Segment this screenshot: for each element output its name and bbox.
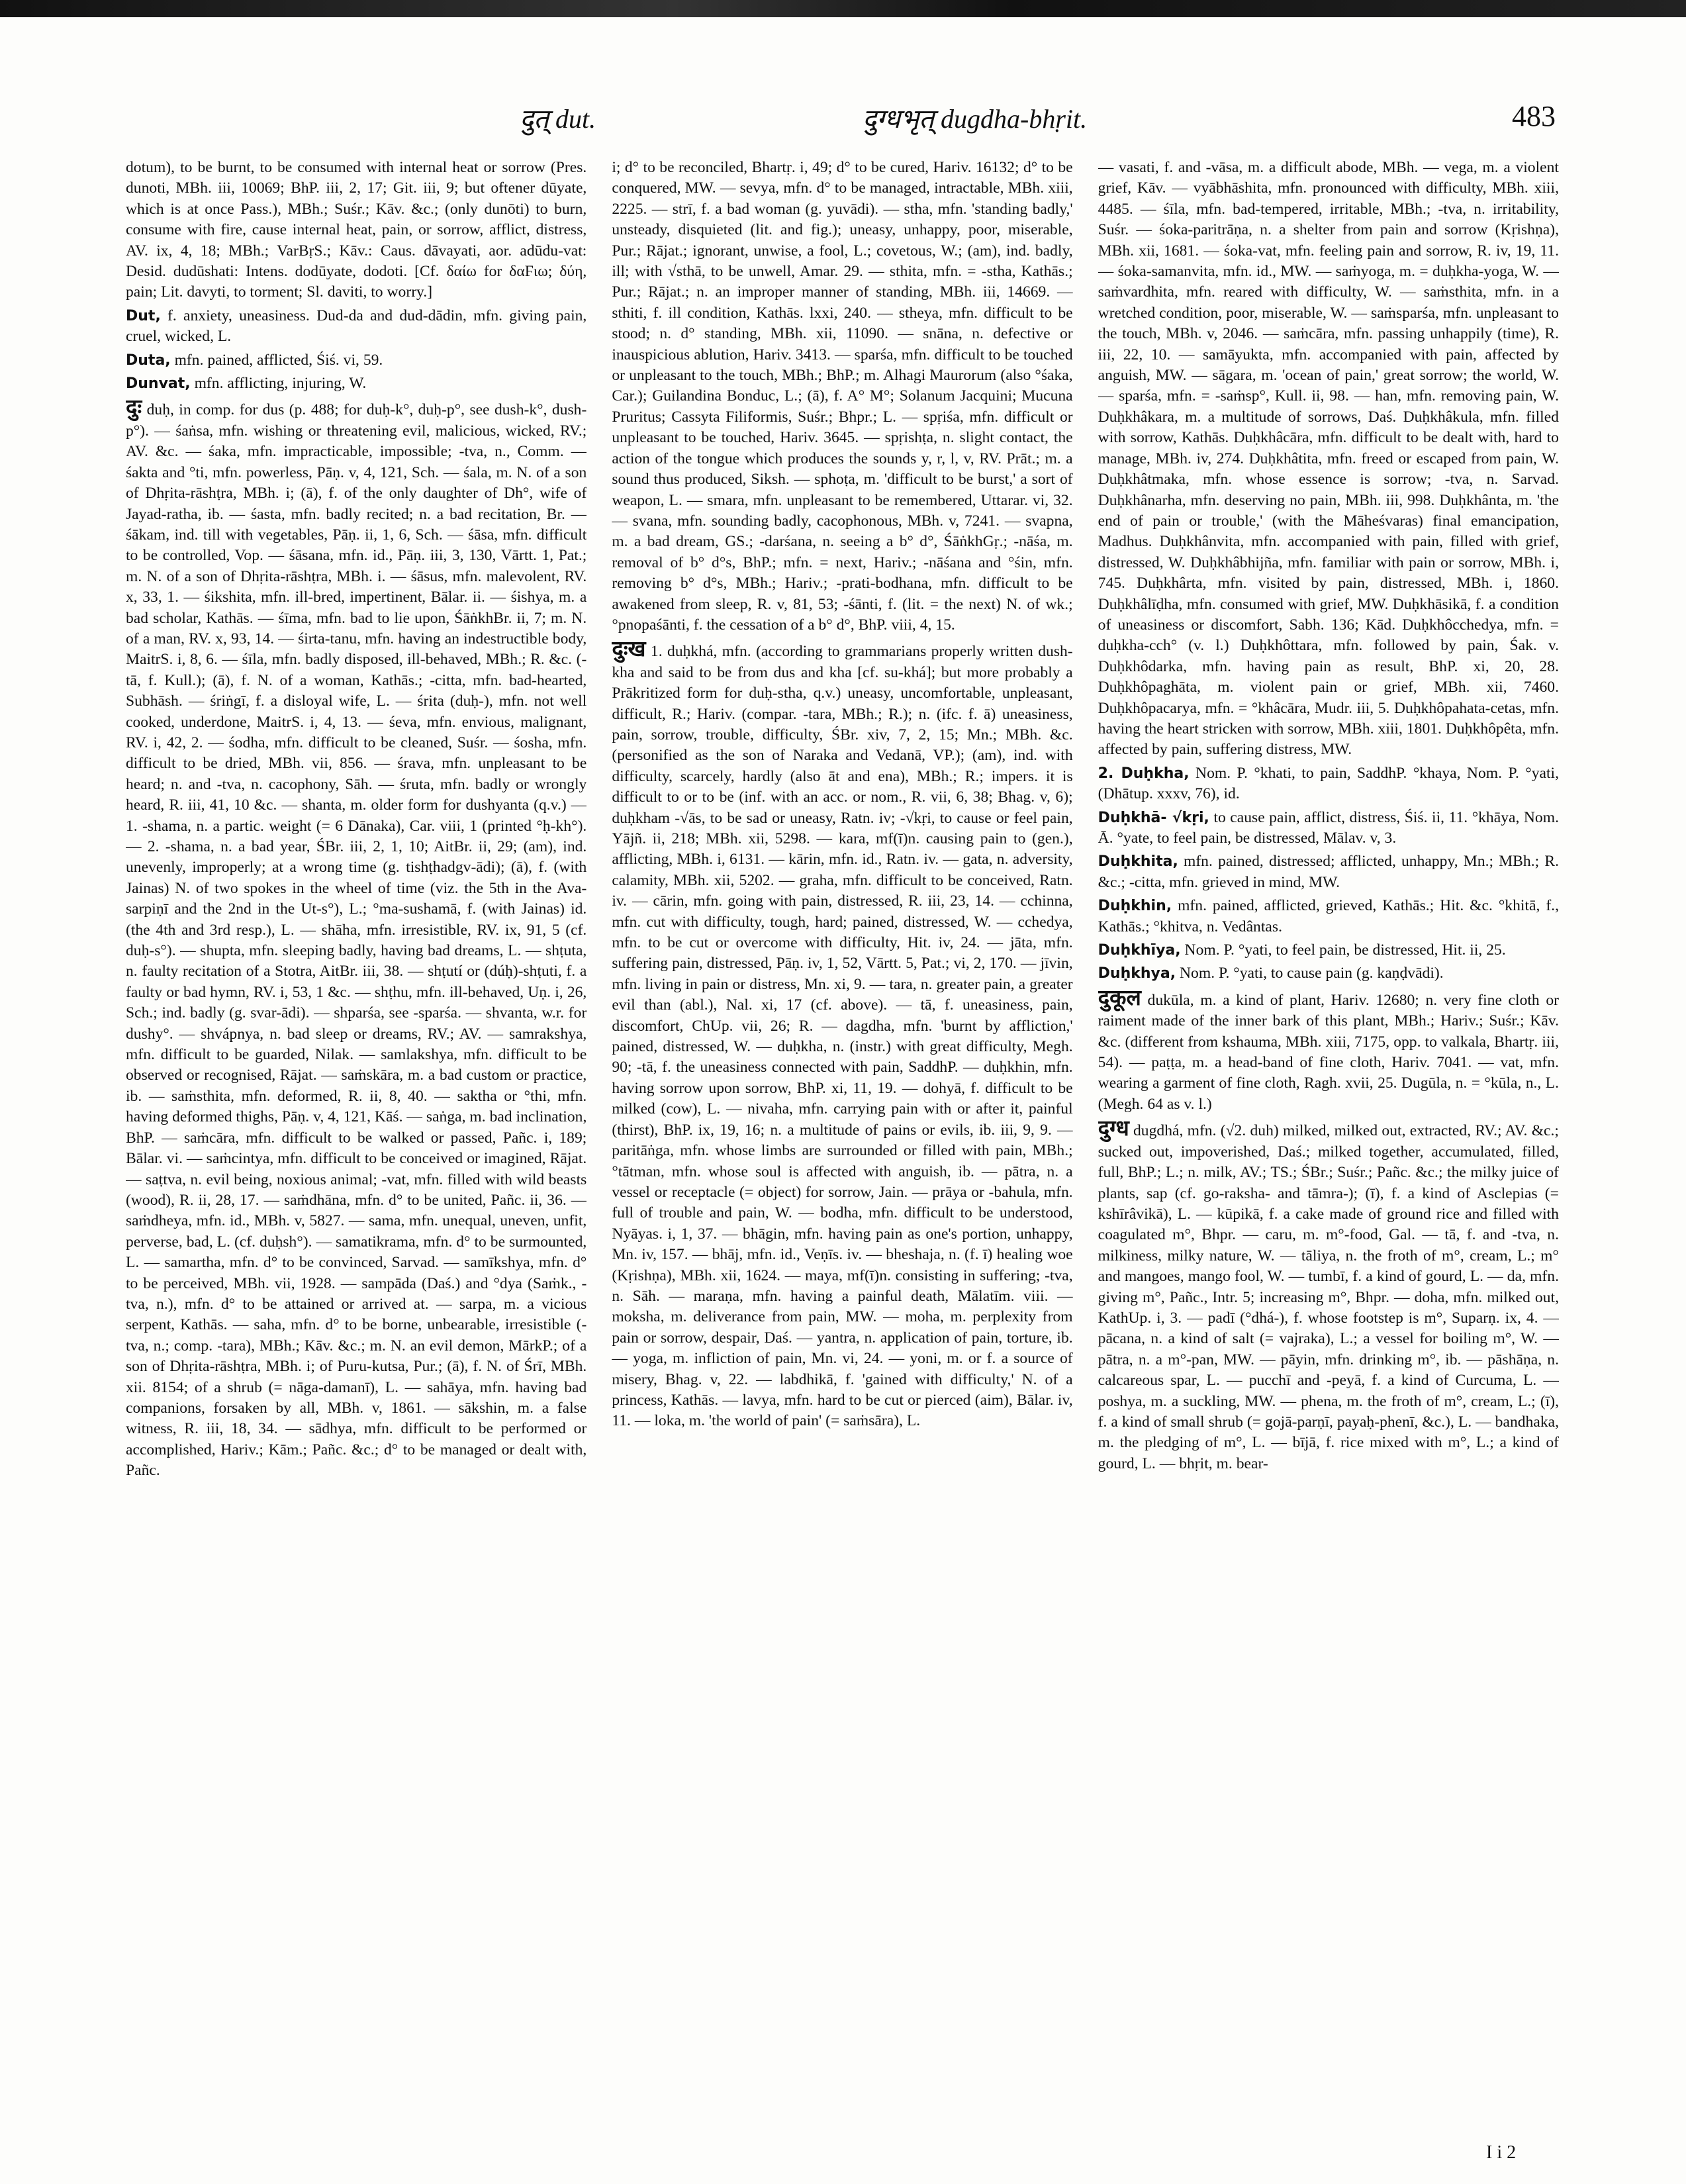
entry: 2. Duḥkha, Nom. P. °khati, to pain, SaddhP. °khaya, Nom. P. °yati, (Dhātup. xxxv, 76), id.	[1098, 764, 1559, 803]
signature-mark: I i 2	[1486, 2142, 1517, 2163]
entry: Duta, mfn. pained, afflicted, Śiś. vi, 59.	[126, 351, 383, 369]
entry: Duḥkhin, mfn. pained, afflicted, grieved, Kathās.; Hit. &c. °khitā, f., Kathās.; °khitva, n. Vedântas.	[1098, 897, 1559, 935]
entry: Dunvat, mfn. afflicting, injuring, W.	[126, 375, 367, 393]
scan-edge-bar	[0, 0, 1686, 17]
entry: Duḥkhya, Nom. P. °yati, to cause pain (g. kaṇḍvādi).	[1098, 965, 1444, 982]
entry: दुःख 1. duḥkhá, mfn. (according to grammarians properly written dush-kha and said to be from dus and kha [cf. su-khá]; but more probably a Prākritized form for duḥ-stha, q.v.) uneasy, uncomfortable, unpleasant, difficult, R.; Hariv. (compar. -tara, MBh.; R.); n. (ifc. f. ā) uneasiness, pain, sorrow, trouble, difficulty, ŚBr. xiv, 7, 2, 15; Mn.; MBh. &c. (personified as the son of Naraka and Vedanā, VP.); (am), ind. with difficulty, scarcely, hardly (also āt and ena), MBh.; R.; impers. it is difficult to or to be (inf. with an acc. or nom., R. vii, 6, 38; Bhag. v, 6); duḥkham -√ās, to be sad or uneasy, Ratn. iv; -√kṛi, to cause or feel pain, Yājñ. ii, 218; MBh. xii, 5298. — kara, mf(ī)n. causing pain to (gen.), afflicting, MBh. i, 6131. — kārin, mfn. id., Ratn. iv. — gata, n. adversity, calamity, MBh. xii, 5202. — graha, mfn. difficult to be conceived, Ratn. iv. — cārin, mfn. going with pain, distressed, R. iii, 23, 14. — cchinna, mfn. cut with difficulty, tough, hard; pained, distressed, W. — cchedya, mfn. to be cut or overcome with difficulty, Hit. iv, 24. — jāta, mfn. suffering pain, distressed, Pāṇ. iv, 1, 52, Vārtt. 5, Pat.; vi, 2, 170. — jīvin, mfn. living in pain or distress, Mn. xi, 9. — tara, n. greater pain, a greater evil than (abl.), Nal. xi, 17 (cf. above). — tā, f. uneasiness, pain, discomfort, ChUp. vii, 26; R. — dagdha, mfn. 'burnt by affliction,' pained, distressed, W. — duḥkha, n. (instr.) with great difficulty, Megh. 90; -tā, f. the uneasiness connected with pain, SaddhP. — duḥkhin, mfn. having sorrow upon sorrow, BhP. xi, 11, 19. — dohyā, f. difficult to be milked (cow), L. — nivaha, mfn. carrying pain with or after it, painful (thirst), BhP. ix, 19, 16; n. a multitude of pains or evils, ib. iii, 9, 9. — paritāṅga, mfn. whose limbs are surrounded or filled with pain, MBh.; °tātman, mfn. whose soul is affected with anguish, ib. — pātra, n. a vessel or receptacle (= object) for sorrow, Jain. — prāya or -bahula, mfn. full of trouble and pain, W. — bodha, mfn. difficult to be understood, Nyāyas. i, 1, 37. — bhāgin, mfn. having pain as one's portion, unhappy, Mn. iv, 157. — bhāj, mfn. id., Veṇīs. iv. — bheshaja, n. (f. ī) healing woe (Kṛishṇa), MBh. xii, 1624. — maya, mf(ī)n. consisting in suffering; -tva, n. Sāh. — maraṇa, mfn. having a painful death, Mālatīm. viii. — moksha, m. deliverance from pain, MW. — moha, m. perplexity from pain or sorrow, despair, Daś. — yantra, n. application of pain, torture, ib. — yoga, m. infliction of pain, Mn. vi, 24. — yoni, m. or f. a source of misery, Bhag. v, 22. — labdhikā, f. 'gained with difficulty,' N. of a princess, Kathās. — lavya, mfn. hard to be cut or pierced (aim), Bālar. iv, 11. — loka, m. 'the world of pain' (= saṁsāra), L.	[612, 636, 1073, 1430]
entry: — vasati, f. and -vāsa, m. a difficult abode, MBh. — vega, m. a violent grief, Kāv. — vyābhāshita, mfn. pronounced with difficulty, MBh. xiii, 4485. — śīla, mfn. bad-tempered, irritable, MBh.; -tva, n. irritability, Suśr. — śoka-paritrāṇa, n. a shelter from pain and sorrow (Kṛishṇa), MBh. xii, 1681. — śoka-vat, mfn. feeling pain and sorrow, R. iv, 19, 11. — śoka-samanvita, mfn. id., MW. — saṁyoga, m. = duḥkha-yoga, W. — saṁvardhita, mfn. reared with difficulty, W. — saṁsthita, mfn. in a wretched condition, poor, miserable, W. — saṁsparśa, mfn. unpleasant to the touch, MBh. v, 2046. — saṁcāra, mfn. passing unhappily (time), R. iii, 22, 10. — samāyukta, mfn. accompanied with pain, affected by anguish, MW. — sāgara, m. 'ocean of pain,' great sorrow; the world, W. — sparśa, mfn. = -saṁsp°, Kull. ii, 98. — han, mfn. removing pain, W. Duḥkhâkara, m. a multitude of sorrows, Daś. Duḥkhâkula, mfn. filled with sorrow, Kathās. Duḥkhâcāra, mfn. difficult to be dealt with, hard to manage, MBh. iv, 274. Duḥkhâtita, mfn. freed or escaped from pain, W. Duḥkhâtmaka, mfn. whose essence is sorrow; -tva, n. Sarvad. Duḥkhânarha, mfn. deserving no pain, MBh. iii, 998. Duḥkhânta, m. 'the end of pain or trouble,' (with the Māheśvaras) final emancipation, Madhus. Duḥkhânvita, mfn. accompanied with pain, filled with grief, distressed, W. Duḥkhâbhijña, mfn. familiar with pain or sorrow, MBh. i, 745. Duḥkhârta, mfn. visited by pain, distressed, MBh. i, 1860. Duḥkhâlīḍha, mfn. consumed with grief, MW. Duḥkhāsikā, f. a condition of uneasiness or discomfort, Sabh. 136; Kād. Duḥkhôcchedya, mfn. = duḥkha-cch° (v. l.) Duḥkhôttara, mfn. followed by pain, Śak. v. Duḥkhôdarka, mfn. having pain as result, BhP. xi, 20, 28. Duḥkhôpaghāta, m. violent pain or grief, MBh. xii, 7460. Duḥkhôpacarya, mfn. = °khâcāra, Mudr. iii, 5. Duḥkhôpahata-cetas, mfn. having the heart stricken with sorrow, MBh. xiii, 1801. Duḥkhôpêta, mfn. affected by pain, suffering distress, MW.	[1098, 159, 1559, 759]
column-left	[126, 158, 586, 2137]
header-center-guide-word: दुग्धभृत् dugdha-bhṛit.	[863, 104, 1088, 134]
entry: Duḥkhīya, Nom. P. °yati, to feel pain, be distressed, Hit. ii, 25.	[1098, 941, 1506, 959]
entry: Duḥkhita, mfn. pained, distressed; afflicted, unhappy, Mn.; MBh.; R. &c.; -citta, mfn. grieved in mind, MW.	[1098, 853, 1559, 891]
running-header	[129, 99, 1556, 139]
entry: दुग्ध dugdhá, mfn. (√2. duh) milked, milked out, extracted, RV.; AV. &c.; sucked out, impoverished, Daś.; milked together, accumulated, filled, full, BhP.; L.; n. milk, AV.; TS.; ŚBr.; Suśr.; Pañc. &c.; the milky juice of plants, sap (cf. go-raksha- and tāmra-); (ī), f. a kind of Asclepias (= kshīrâvikā), L. — kūpikā, f. a cake made of ground rice and filled with coagulated m°, Bhpr. — caru, m. m°-food, Gal. — tā, f. and -tva, n. milkiness, milky nature, W. — tāliya, n. the froth of m°, cream, L.; m° and mangoes, mango fool, W. — tumbī, f. a kind of gourd, L. — da, mfn. giving m°, Pañc., Intr. 5; increasing m°, Bhpr. — doha, mfn. milked out, KathUp. i, 3. — padī (°dhá-), f. whose footstep is m°, Suparṇ. ix, 4. — pācana, n. a kind of salt (= vajraka), L.; a vessel for boiling m°, W. — pātra, n. a m°-pan, MW. — pāyin, mfn. drinking m°, ib. — pāshāṇa, n. calcareous spar, L. — pucchī and -peyā, f. a kind of Curcuma, L. — poshya, m. a suckling, MW. — phena, m. the froth of m°, cream, L.; (ī), f. a kind of small shrub (= gojā-parṇī, payaḥ-phenī, &c.), L. — bandhaka, m. the pledging of m°, L. — bījā, f. rice mixed with m°, L.; a kind of gourd, L. — bhṛit, m. bear-	[1098, 1115, 1559, 1472]
entry: i; d° to be reconciled, Bhartṛ. i, 49; d° to be cured, Hariv. 16132; d° to be conquered, MW. — sevya, mfn. d° to be managed, intractable, MBh. xiii, 2225. — strī, f. a bad woman (g. yuvādi). — stha, mfn. 'standing badly,' unsteady, disquieted (lit. and fig.); uneasy, unhappy, poor, miserable, Pur.; Rājat.; ignorant, unwise, a fool, L.; covetous, W.; (am), ind. badly, ill; with √sthā, to be unwell, Amar. 29. — sthita, mfn. = -stha, Kathās.; Pur.; Rājat.; n. an improper manner of standing, MBh. iii, 14669. — sthiti, f. ill condition, Kathās. lxxi, 240. — stheya, mfn. difficult to be stood; n. d° standing, MBh. xii, 11090. — snāna, n. defective or inauspicious ablution, Hariv. 3413. — sparśa, mfn. difficult to be touched or unpleasant to the touch, MBh.; BhP.; m. Alhagi Maurorum (also °śaka, Car.); Guilandina Bonduc, L.; (ā), f. A° M°; Solanum Jacquini; Mucuna Pruritus; Cassyta Filiformis, Suśr.; Bhpr.; L. — spṛiśa, mfn. difficult or unpleasant to be touched, Hariv. 3645. — spṛishṭa, n. slight contact, the action of the tongue which produces the sounds y, r, l, v, RV. Prāt.; m. a sound thus produced, Siksh. — sphoṭa, m. 'difficult to be burst,' a sort of weapon, L. — smara, mfn. unpleasant to be remembered, Uttarar. vi, 32. — svana, mfn. sounding badly, cacophonous, MBh. v, 7241. — svapna, m. a bad dream, GS.; -darśana, n. seeing a b° d°, ŚāṅkhGṛ.; -nāśa, m. removal of b° d°s, BhP.; mfn. = next, Hariv.; -nāśana and °śin, mfn. removing b° d°s, MBh.; Hariv.; -prati-bodhana, mfn. difficult to be awakened from sleep, R. v, 81, 53; -śānti, f. (lit. = the next) N. of wk.; °pnopaśānti, f. the cessation of a b° d°, BhP. viii, 4, 15.	[612, 159, 1073, 634]
column-right	[1098, 158, 1559, 2137]
entry: Duḥkhā- √kṛi, to cause pain, afflict, distress, Śiś. ii, 11. °khāya, Nom. Ā. °yate, to feel pain, be distressed, Mālav. v, 3.	[1098, 808, 1559, 847]
entry: दुः duḥ, in comp. for dus (p. 488; for duḥ-k°, duḥ-p°, see dush-k°, dush-p°). — śaṅsa, mfn. wishing or threatening evil, malicious, wicked, RV.; AV. &c. — śaka, mfn. impracticable, impossible; -tva, n., Comm. — śakta and °ti, mfn. powerless, Pāṇ. v, 4, 121, Sch. — śala, m. N. of a son of Dhṛita-rāshṭra, MBh. i; (ā), f. of the only daughter of Dh°, wife of Jayad-ratha, ib. — śasta, mfn. badly recited; n. a bad recitation, Br. — śākam, ind. till with vegetables, Pāṇ. ii, 1, 6, Sch. — śāsa, mfn. difficult to be controlled, Vop. — śāsana, mfn. id., Pāṇ. iii, 3, 130, Vārtt. 1, Pat.; m. N. of a son of Dhṛita-rāshṭra, MBh. i. — śāsus, mfn. malevolent, RV. x, 33, 1. — śikshita, mfn. ill-bred, impertinent, Bālar. ii. — śishya, m. a bad scholar, Kathās. — śīma, mfn. bad to lie upon, ŚāṅkhBr. ii, 7; m. N. of a man, RV. x, 93, 14. — śirta-tanu, mfn. having an indestructible body, MaitrS. i, 8, 6. — śīla, mfn. badly disposed, ill-behaved, MBh.; R. &c. (-tā, f. Kull.); (ā), f. N. of a woman, Kathās.; -citta, mfn. bad-hearted, Subhāsh. — śriṅgī, f. a disloyal wife, L. — śrita (duḥ-), mfn. not well cooked, underdone, MaitrS. i, 4, 13. — śeva, mfn. envious, malignant, RV. i, 42, 2. — śodha, mfn. difficult to be cleaned, Suśr. — śosha, mfn. difficult to be dried, MBh. vii, 856. — śrava, mfn. unpleasant to be heard; n. and -tva, n. cacophony, Sāh. — śruta, mfn. badly or wrongly heard, R. iii, 41, 10 &c. — shanta, m. older form for dushyanta (q.v.) — 1. -shama, n. a partic. weight (= 6 Dānaka), Car. viii, 1 (printed °ḥ-kh°). — 2. -shama, n. a bad year, ŚBr. iii, 2, 1, 10; AitBr. ii, 29; (am), ind. unevenly, improperly; at a wrong time (g. tishṭhadgv-ādi); (ā), f. (with Jainas) N. of two spokes in the wheel of time (viz. the 5th in the Ava-sarpiṇī and the 2nd in the Ut-s°), L.; °ma-sushamā, f. (with Jainas) id. (the 4th and 3rd resp.), L. — shāha, mfn. irresistible, RV. ix, 91, 5 (cf. duḥ-s°). — shupta, mfn. sleeping badly, having bad dreams, L. — shṭuta, n. faulty recitation of a Stotra, AitBr. iii, 38. — shṭutí or (dúḥ)-shṭuti, f. a faulty or bad hymn, RV. i, 53, 1 &c. — shṭhu, mfn. ill-behaved, Uṇ. i, 26, Sch.; ind. badly (g. svar-ādi). — shparśa, see -sparśa. — shvanta, w.r. for dushy°. — shvápnya, n. bad sleep or dreams, RV.; AV. — samrakshya, mfn. difficult to be guarded, Nilak. — samlakshya, mfn. difficult to be observed or recognised, Rājat. — saṁskāra, m. a bad custom or practice, ib. — saṁsthita, mfn. deformed, R. ii, 8, 40. — saktha or °thi, mfn. having deformed thighs, Pāṇ. v, 4, 121, Kāś. — saṅga, m. bad inclination, BhP. — saṁcāra, mfn. difficult to be walked or passed, Pañc. i, 189; Bālar. vi. — saṁcintya, mfn. difficult to be conceived or imagined, Rājat. — saṭtva, n. evil being, noxious animal; -vat, mfn. filled with wild beasts (wood), R. ii, 28, 17. — saṁdhāna, mfn. d° to be united, Pañc. ii, 36. — saṁdheya, mfn. id., MBh. v, 5827. — sama, mfn. unequal, uneven, unfit, perverse, bad, L. (cf. duḥsh°). — samatikrama, mfn. d° to be surmounted, L. — samartha, mfn. d° to be convinced, Sarvad. — samīkshya, mfn. d° to be perceived, MBh. vii, 1928. — sampāda (Daś.) and °dya (Saṁk., -tva, n.), mfn. d° to be attained or arrived at. — sarpa, m. a vicious serpent, Kathās. — saha, mfn. d° to be borne, unbearable, irresistible (-tva, n.; comp. -tara), MBh.; Kāv. &c.; m. N. an evil demon, MārkP.; of a son of Dhṛita-rāshṭra, MBh. i; of Puru-kutsa, Pur.; (ā), f. N. of Śrī, MBh. xii. 8154; of a shrub (= nāga-damanī), L. — sahāya, mfn. having bad companions, forsaken by all, MBh. v, 1861. — sākshin, m. a false witness, R. iii, 18, 34. — sādhya, mfn. difficult to be performed or accomplished, Hariv.; Kām.; Pañc. &c.; d° to be managed or dealt with, Pañc.	[126, 394, 587, 1480]
entry: Dut, f. anxiety, uneasiness. Dud-da and dud-dādin, mfn. giving pain, cruel, wicked, L.	[126, 307, 587, 346]
entry: दुकूल dukūla, m. a kind of plant, Hariv. 12680; n. very fine cloth or raiment made of the inner bark of this plant, MBh.; Hariv.; Suśr.; Kāv. &c. (different from kshauma, MBh. xiii, 7175, opp. to valkala, Bhartṛ. iii, 54). — paṭṭa, m. a head-band of fine cloth, Hariv. 7041. — vat, mfn. wearing a garment of fine cloth, Ragh. xvii, 25. Dugūla, n. = °kūla, n., L. (Megh. 64 as v. l.)	[1098, 984, 1559, 1113]
entry: dotum), to be burnt, to be consumed with internal heat or sorrow (Pres. dunoti, MBh. iii, 10069; BhP. iii, 2, 17; Git. iii, 9; but oftener dūyate, which is at once Pass.), MBh.; Suśr.; Kāv. &c.; (only dunōti) to burn, consume with fire, cause internal heat, pain, or sorrow, afflict, distress, AV. ix, 4, 18; MBh.; VarBṛS.; Kāv.: Caus. dāvayati, aor. adūdu-vat: Desid. dudūshati: Intens. dodūyate, dodoti. [Cf. δαίω for δαϜιω; δύη, pain; Lit. davyti, to torment; Sl. daviti, to worry.]	[126, 159, 587, 301]
header-left-guide-word: दुत् dut.	[520, 104, 596, 134]
column-middle	[612, 158, 1072, 2137]
text-columns	[126, 158, 1559, 2137]
page-number: 483	[1512, 100, 1556, 132]
